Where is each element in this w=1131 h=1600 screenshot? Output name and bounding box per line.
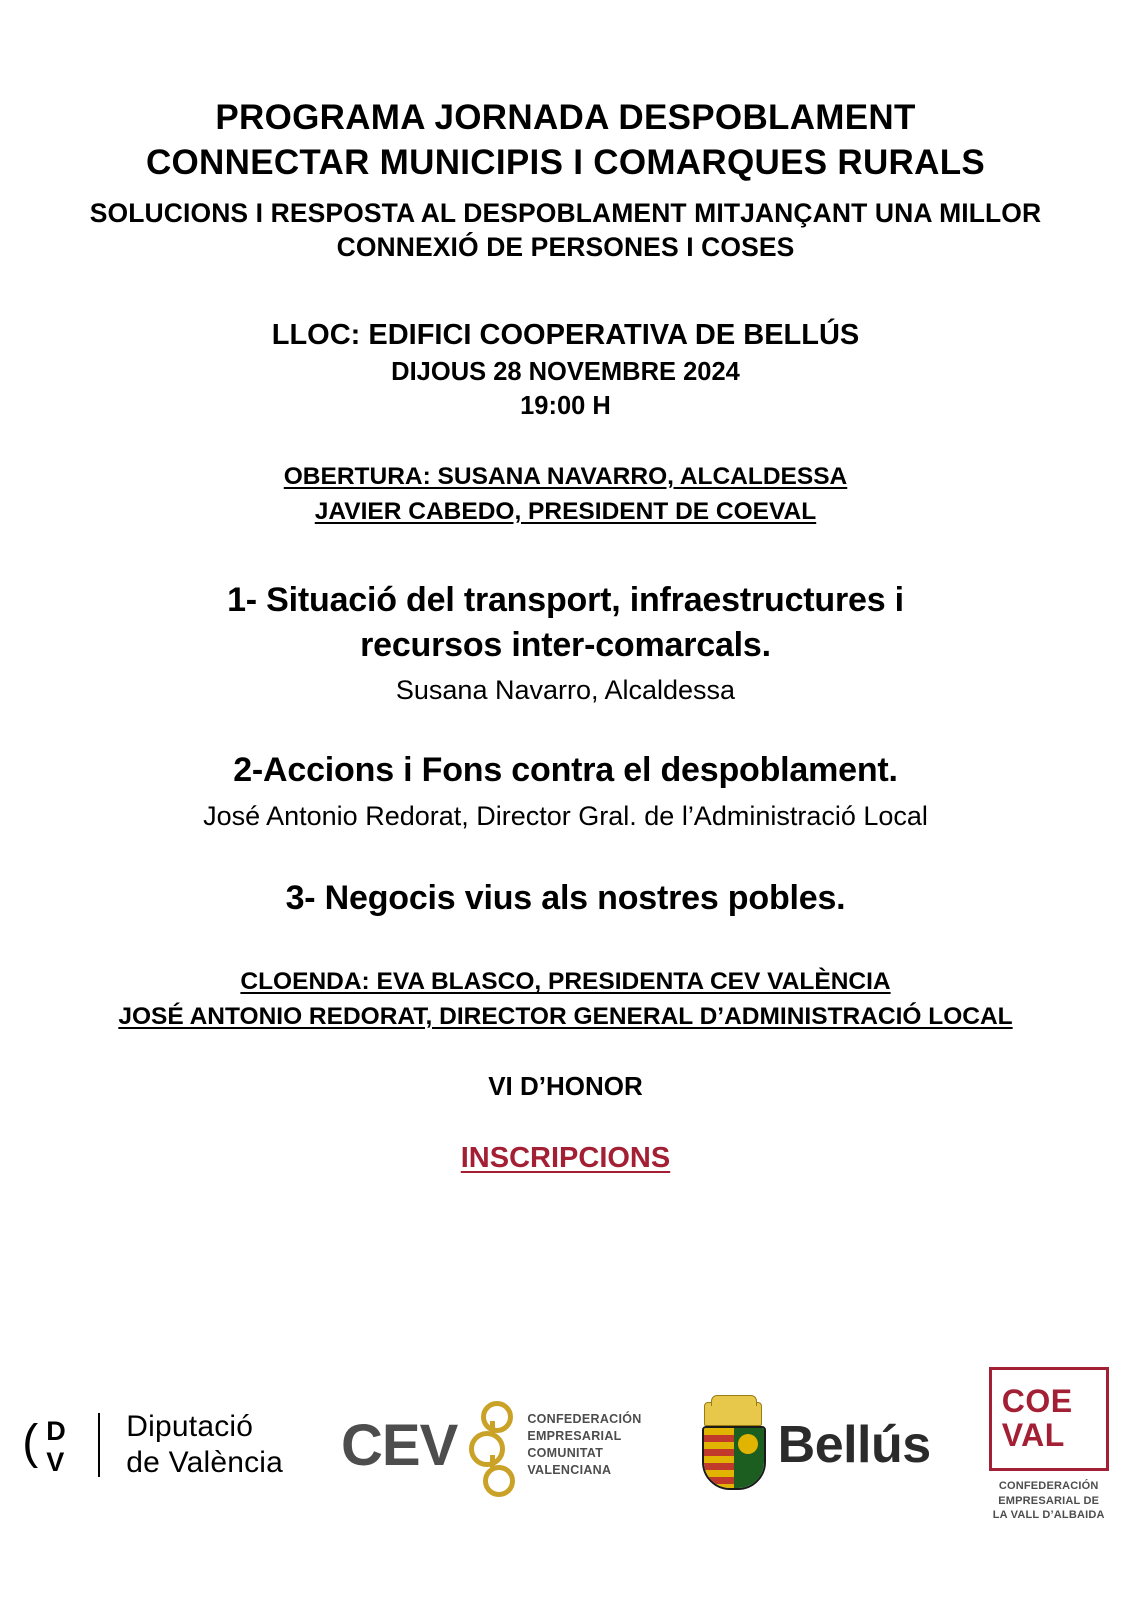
coeval-legend-line-1: CONFEDERACIÓN [998, 1479, 1099, 1492]
coeval-wordmark [989, 1367, 1109, 1471]
logo-cev [341, 1399, 642, 1491]
logo-strip [0, 1345, 1131, 1545]
subtitle-line-1: SOLUCIONS I RESPOSTA AL DESPOBLAMENT MITJANÇANT UNA MILLOR [89, 197, 1042, 228]
bellus-shield-left-half [704, 1428, 734, 1488]
logo-bellus [700, 1402, 931, 1488]
diputacio-letter-v: V [46, 1447, 65, 1477]
wine-of-honor: VI D’HONOR [488, 1070, 643, 1101]
diputacio-letter-d: D [46, 1416, 66, 1446]
coeval-legend-line-2: EMPRESARIAL DE [998, 1494, 1100, 1507]
opening-block [284, 460, 848, 530]
diputacio-mark-icon [22, 1408, 84, 1482]
diputacio-line-1: Diputació [126, 1410, 254, 1443]
event-time: 19:00 H [520, 392, 611, 421]
title-line-1: PROGRAMA JORNADA DESPOBLAMENT [215, 98, 916, 137]
logo-coeval [989, 1367, 1109, 1524]
cev-legend [527, 1411, 641, 1479]
agenda-item-3 [286, 876, 846, 921]
diputacio-paren-icon: ( [22, 1416, 39, 1469]
cev-legend-line-3: COMUNITAT [527, 1446, 604, 1460]
agenda-item-3-title: 3- Negocis vius als nostres pobles. [285, 879, 846, 918]
agenda-item-1-speaker: Susana Navarro, Alcaldessa [395, 675, 736, 706]
closing-line-2: JOSÉ ANTONIO REDORAT, DIRECTOR GENERAL D’ADMINISTRACIÓ LOCAL [118, 1003, 1013, 1031]
agenda-item-2-speaker: José Antonio Redorat, Director Gral. de l’Administració Local [203, 801, 928, 832]
cev-chain-icon [467, 1399, 513, 1491]
coeval-legend [993, 1479, 1105, 1524]
coeval-legend-line-3: LA VALL D’ALBAIDA [992, 1509, 1105, 1522]
cev-legend-line-1: CONFEDERACIÓN [527, 1412, 642, 1427]
diputacio-wordmark [126, 1409, 283, 1481]
event-date: DIJOUS 28 NOVEMBRE 2024 [391, 357, 740, 386]
opening-line-2: JAVIER CABEDO, PRESIDENT DE COEVAL [314, 497, 817, 525]
cev-ring-top [481, 1401, 513, 1433]
diputacio-line-2: de València [126, 1446, 284, 1479]
cev-wordmark: CEV [341, 1412, 458, 1478]
closing-block [118, 965, 1012, 1035]
bellus-coat-of-arms-icon [700, 1402, 764, 1488]
event-details [272, 316, 860, 424]
agenda-item-1 [227, 578, 904, 709]
diputacio-divider [98, 1413, 100, 1477]
bellus-wordmark: Bellús [777, 1416, 931, 1474]
page-title [146, 96, 985, 186]
event-venue: LLOC: EDIFICI COOPERATIVA DE BELLÚS [271, 319, 860, 352]
closing-line-1: CLOENDA: EVA BLASCO, PRESIDENTA CEV VALÈNCIA [240, 968, 891, 996]
bellus-shield-right-half [734, 1428, 764, 1488]
title-line-2: CONNECTAR MUNICIPIS I COMARQUES RURALS [145, 142, 986, 182]
agenda-item-1-title-line-2: recursos inter-comarcals. [360, 625, 771, 664]
agenda-item-2-title: 2-Accions i Fons contra el despoblament. [233, 751, 898, 790]
page-subtitle [90, 196, 1041, 265]
subtitle-line-2: CONNEXIÓ DE PERSONES I COSES [336, 232, 795, 263]
cev-legend-line-4: VALENCIANA [527, 1462, 612, 1477]
agenda-item-1-title-line-1: 1- Situació del transport, infraestructures i [227, 580, 904, 619]
cev-legend-line-2: EMPRESARIAL [527, 1429, 622, 1444]
cev-ring-bottom [483, 1465, 515, 1497]
bellus-crown-icon [704, 1402, 762, 1426]
opening-line-1: OBERTURA: SUSANA NAVARRO, ALCALDESSA [283, 463, 848, 491]
coeval-word-bottom: VAL [1001, 1416, 1065, 1453]
logo-diputacio-de-valencia [22, 1408, 283, 1482]
agenda-item-2 [203, 748, 928, 834]
coeval-word-top: COE [1001, 1382, 1073, 1419]
bellus-shield-body [702, 1426, 766, 1490]
inscriptions-link[interactable]: INSCRIPCIONS [460, 1141, 671, 1174]
cev-ring-middle [469, 1431, 505, 1467]
